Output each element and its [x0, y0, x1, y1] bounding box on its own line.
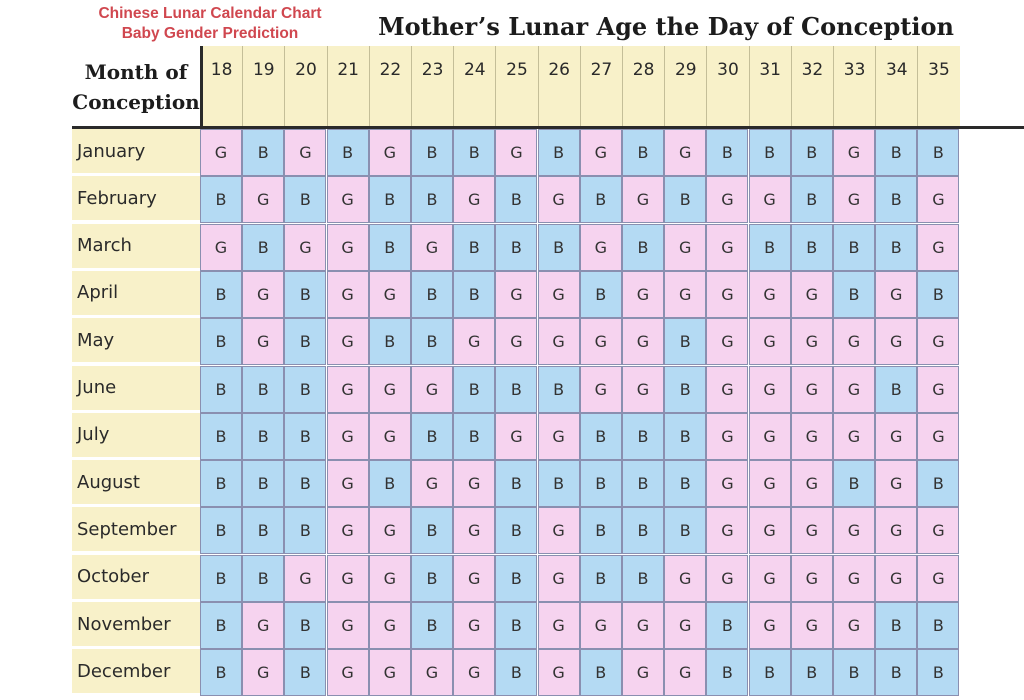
boy-cell-august-28: B [622, 460, 664, 507]
girl-cell-june-33: G [833, 366, 875, 413]
girl-cell-may-31: G [749, 318, 791, 365]
month-label-september: September [72, 507, 204, 553]
girl-cell-september-33: G [833, 507, 875, 554]
boy-cell-january-24: B [453, 129, 495, 176]
boy-cell-july-20: B [284, 413, 326, 460]
chart-title: Mother’s Lunar Age the Day of Conception [378, 12, 954, 41]
girl-cell-june-27: G [580, 366, 622, 413]
boy-cell-november-23: B [411, 602, 453, 649]
boy-cell-september-28: B [622, 507, 664, 554]
age-header-20: 20 [284, 46, 326, 128]
girl-cell-november-28: G [622, 602, 664, 649]
girl-cell-july-30: G [706, 413, 748, 460]
age-header-22: 22 [369, 46, 411, 128]
boy-cell-march-25: B [495, 224, 537, 271]
boy-cell-february-29: B [664, 176, 706, 223]
age-header-34: 34 [875, 46, 917, 128]
boy-cell-october-18: B [200, 555, 242, 602]
girl-cell-march-23: G [411, 224, 453, 271]
girl-cell-november-22: G [369, 602, 411, 649]
girl-cell-october-26: G [538, 555, 580, 602]
girl-cell-may-24: G [453, 318, 495, 365]
girl-cell-august-34: G [875, 460, 917, 507]
boy-cell-january-26: B [538, 129, 580, 176]
boy-cell-december-20: B [284, 649, 326, 696]
boy-cell-july-27: B [580, 413, 622, 460]
girl-cell-september-21: G [327, 507, 369, 554]
girl-cell-january-33: G [833, 129, 875, 176]
boy-cell-april-35: B [917, 271, 959, 318]
girl-cell-february-35: G [917, 176, 959, 223]
boy-cell-november-30: B [706, 602, 748, 649]
boy-cell-september-20: B [284, 507, 326, 554]
boy-cell-march-28: B [622, 224, 664, 271]
boy-cell-december-33: B [833, 649, 875, 696]
girl-cell-october-33: G [833, 555, 875, 602]
girl-cell-october-30: G [706, 555, 748, 602]
girl-cell-june-35: G [917, 366, 959, 413]
boy-cell-may-18: B [200, 318, 242, 365]
boy-cell-march-24: B [453, 224, 495, 271]
boy-cell-july-24: B [453, 413, 495, 460]
boy-cell-august-20: B [284, 460, 326, 507]
girl-cell-march-27: G [580, 224, 622, 271]
boy-cell-august-18: B [200, 460, 242, 507]
girl-cell-september-30: G [706, 507, 748, 554]
boy-cell-may-22: B [369, 318, 411, 365]
girl-cell-january-29: G [664, 129, 706, 176]
girl-cell-november-19: G [242, 602, 284, 649]
girl-cell-june-22: G [369, 366, 411, 413]
boy-cell-june-34: B [875, 366, 917, 413]
boy-cell-january-31: B [749, 129, 791, 176]
boy-cell-april-18: B [200, 271, 242, 318]
girl-cell-may-30: G [706, 318, 748, 365]
girl-cell-september-26: G [538, 507, 580, 554]
girl-cell-may-25: G [495, 318, 537, 365]
girl-cell-february-33: G [833, 176, 875, 223]
age-header-32: 32 [791, 46, 833, 128]
girl-cell-october-34: G [875, 555, 917, 602]
girl-cell-january-27: G [580, 129, 622, 176]
girl-cell-july-34: G [875, 413, 917, 460]
girl-cell-september-31: G [749, 507, 791, 554]
month-label-july: July [72, 413, 204, 459]
girl-cell-july-32: G [791, 413, 833, 460]
boy-cell-june-20: B [284, 366, 326, 413]
boy-cell-october-25: B [495, 555, 537, 602]
month-label-april: April [72, 271, 204, 317]
girl-cell-july-22: G [369, 413, 411, 460]
boy-cell-april-33: B [833, 271, 875, 318]
age-header-28: 28 [622, 46, 664, 128]
girl-cell-july-35: G [917, 413, 959, 460]
boy-cell-march-22: B [369, 224, 411, 271]
boy-cell-december-25: B [495, 649, 537, 696]
boy-cell-february-27: B [580, 176, 622, 223]
boy-cell-february-25: B [495, 176, 537, 223]
boy-cell-october-28: B [622, 555, 664, 602]
girl-cell-november-32: G [791, 602, 833, 649]
boy-cell-january-32: B [791, 129, 833, 176]
girl-cell-october-31: G [749, 555, 791, 602]
girl-cell-march-18: G [200, 224, 242, 271]
month-label-november: November [72, 602, 204, 648]
girl-cell-march-21: G [327, 224, 369, 271]
month-label-december: December [72, 649, 204, 695]
month-label-february: February [72, 176, 204, 222]
girl-cell-june-31: G [749, 366, 791, 413]
boy-cell-january-35: B [917, 129, 959, 176]
boy-cell-september-27: B [580, 507, 622, 554]
boy-cell-march-32: B [791, 224, 833, 271]
girl-cell-april-32: G [791, 271, 833, 318]
boy-cell-september-19: B [242, 507, 284, 554]
girl-cell-may-32: G [791, 318, 833, 365]
girl-cell-april-26: G [538, 271, 580, 318]
girl-cell-may-28: G [622, 318, 664, 365]
girl-cell-april-22: G [369, 271, 411, 318]
boy-cell-april-20: B [284, 271, 326, 318]
boy-cell-november-20: B [284, 602, 326, 649]
girl-cell-april-25: G [495, 271, 537, 318]
boy-cell-november-35: B [917, 602, 959, 649]
girl-cell-august-24: G [453, 460, 495, 507]
girl-cell-september-35: G [917, 507, 959, 554]
boy-cell-august-27: B [580, 460, 622, 507]
girl-cell-august-21: G [327, 460, 369, 507]
girl-cell-october-35: G [917, 555, 959, 602]
girl-cell-november-33: G [833, 602, 875, 649]
girl-cell-april-29: G [664, 271, 706, 318]
girl-cell-november-27: G [580, 602, 622, 649]
girl-cell-july-31: G [749, 413, 791, 460]
boy-cell-april-23: B [411, 271, 453, 318]
boy-cell-december-32: B [791, 649, 833, 696]
girl-cell-may-19: G [242, 318, 284, 365]
boy-cell-october-19: B [242, 555, 284, 602]
girl-cell-october-21: G [327, 555, 369, 602]
boy-cell-june-18: B [200, 366, 242, 413]
boy-cell-may-20: B [284, 318, 326, 365]
boy-cell-april-24: B [453, 271, 495, 318]
age-header-35: 35 [917, 46, 959, 128]
girl-cell-november-21: G [327, 602, 369, 649]
boy-cell-september-29: B [664, 507, 706, 554]
girl-cell-july-21: G [327, 413, 369, 460]
boy-cell-december-18: B [200, 649, 242, 696]
boy-cell-august-22: B [369, 460, 411, 507]
boy-cell-june-26: B [538, 366, 580, 413]
header-left-rule [200, 46, 203, 128]
girl-cell-april-19: G [242, 271, 284, 318]
girl-cell-january-22: G [369, 129, 411, 176]
boy-cell-december-31: B [749, 649, 791, 696]
girl-cell-october-22: G [369, 555, 411, 602]
girl-cell-may-35: G [917, 318, 959, 365]
girl-cell-july-26: G [538, 413, 580, 460]
girl-cell-february-28: G [622, 176, 664, 223]
girl-cell-february-21: G [327, 176, 369, 223]
girl-cell-may-27: G [580, 318, 622, 365]
age-header-33: 33 [833, 46, 875, 128]
girl-cell-november-24: G [453, 602, 495, 649]
row-axis-label-line-1: Month of [84, 60, 188, 84]
girl-cell-december-29: G [664, 649, 706, 696]
age-header-18: 18 [200, 46, 242, 128]
girl-cell-august-32: G [791, 460, 833, 507]
girl-cell-may-21: G [327, 318, 369, 365]
girl-cell-june-23: G [411, 366, 453, 413]
boy-cell-february-34: B [875, 176, 917, 223]
girl-cell-september-22: G [369, 507, 411, 554]
boy-cell-august-35: B [917, 460, 959, 507]
age-header-29: 29 [664, 46, 706, 128]
girl-cell-march-30: G [706, 224, 748, 271]
girl-cell-december-24: G [453, 649, 495, 696]
boy-cell-july-18: B [200, 413, 242, 460]
month-label-october: October [72, 555, 204, 601]
girl-cell-august-23: G [411, 460, 453, 507]
girl-cell-july-25: G [495, 413, 537, 460]
girl-cell-june-21: G [327, 366, 369, 413]
boy-cell-march-19: B [242, 224, 284, 271]
boy-cell-february-20: B [284, 176, 326, 223]
age-header-26: 26 [538, 46, 580, 128]
girl-cell-april-31: G [749, 271, 791, 318]
boy-cell-july-19: B [242, 413, 284, 460]
boy-cell-april-27: B [580, 271, 622, 318]
month-label-may: May [72, 318, 204, 364]
boy-cell-january-21: B [327, 129, 369, 176]
month-label-march: March [72, 224, 204, 270]
girl-cell-august-30: G [706, 460, 748, 507]
girl-cell-december-21: G [327, 649, 369, 696]
month-label-june: June [72, 366, 204, 412]
girl-cell-july-33: G [833, 413, 875, 460]
girl-cell-february-24: G [453, 176, 495, 223]
girl-cell-april-30: G [706, 271, 748, 318]
boy-cell-december-34: B [875, 649, 917, 696]
girl-cell-september-24: G [453, 507, 495, 554]
girl-cell-may-26: G [538, 318, 580, 365]
girl-cell-october-32: G [791, 555, 833, 602]
girl-cell-june-30: G [706, 366, 748, 413]
age-header-30: 30 [706, 46, 748, 128]
girl-cell-april-28: G [622, 271, 664, 318]
boy-cell-october-27: B [580, 555, 622, 602]
month-label-august: August [72, 460, 204, 506]
girl-cell-april-34: G [875, 271, 917, 318]
girl-cell-march-20: G [284, 224, 326, 271]
subtitle-line-2: Baby Gender Prediction [121, 25, 299, 42]
boy-cell-march-33: B [833, 224, 875, 271]
girl-cell-april-21: G [327, 271, 369, 318]
girl-cell-january-25: G [495, 129, 537, 176]
girl-cell-february-19: G [242, 176, 284, 223]
girl-cell-october-24: G [453, 555, 495, 602]
boy-cell-june-19: B [242, 366, 284, 413]
boy-cell-may-29: B [664, 318, 706, 365]
boy-cell-september-23: B [411, 507, 453, 554]
age-header-31: 31 [749, 46, 791, 128]
boy-cell-december-35: B [917, 649, 959, 696]
age-header-24: 24 [453, 46, 495, 128]
boy-cell-november-34: B [875, 602, 917, 649]
girl-cell-december-23: G [411, 649, 453, 696]
subtitle-line-1: Chinese Lunar Calendar Chart [98, 5, 322, 22]
month-label-january: January [72, 129, 204, 175]
girl-cell-september-32: G [791, 507, 833, 554]
girl-cell-may-33: G [833, 318, 875, 365]
girl-cell-june-32: G [791, 366, 833, 413]
boy-cell-july-23: B [411, 413, 453, 460]
boy-cell-august-29: B [664, 460, 706, 507]
boy-cell-march-31: B [749, 224, 791, 271]
boy-cell-february-18: B [200, 176, 242, 223]
boy-cell-december-27: B [580, 649, 622, 696]
boy-cell-july-29: B [664, 413, 706, 460]
boy-cell-december-30: B [706, 649, 748, 696]
age-header-19: 19 [242, 46, 284, 128]
chart-subtitle [72, 4, 348, 44]
age-header-21: 21 [327, 46, 369, 128]
row-axis-label [72, 46, 200, 128]
girl-cell-june-28: G [622, 366, 664, 413]
boy-cell-november-18: B [200, 602, 242, 649]
boy-cell-august-33: B [833, 460, 875, 507]
age-header-27: 27 [580, 46, 622, 128]
girl-cell-may-34: G [875, 318, 917, 365]
gender-grid [200, 46, 1024, 700]
girl-cell-august-31: G [749, 460, 791, 507]
girl-cell-january-18: G [200, 129, 242, 176]
boy-cell-september-18: B [200, 507, 242, 554]
girl-cell-february-31: G [749, 176, 791, 223]
girl-cell-october-29: G [664, 555, 706, 602]
boy-cell-february-32: B [791, 176, 833, 223]
girl-cell-march-35: G [917, 224, 959, 271]
boy-cell-january-34: B [875, 129, 917, 176]
boy-cell-october-23: B [411, 555, 453, 602]
girl-cell-september-34: G [875, 507, 917, 554]
girl-cell-november-31: G [749, 602, 791, 649]
boy-cell-february-23: B [411, 176, 453, 223]
boy-cell-june-25: B [495, 366, 537, 413]
girl-cell-november-29: G [664, 602, 706, 649]
boy-cell-february-22: B [369, 176, 411, 223]
girl-cell-november-26: G [538, 602, 580, 649]
boy-cell-march-34: B [875, 224, 917, 271]
boy-cell-july-28: B [622, 413, 664, 460]
girl-cell-october-20: G [284, 555, 326, 602]
age-header-23: 23 [411, 46, 453, 128]
girl-cell-january-20: G [284, 129, 326, 176]
boy-cell-january-23: B [411, 129, 453, 176]
boy-cell-september-25: B [495, 507, 537, 554]
girl-cell-december-28: G [622, 649, 664, 696]
girl-cell-february-26: G [538, 176, 580, 223]
boy-cell-june-29: B [664, 366, 706, 413]
girl-cell-march-29: G [664, 224, 706, 271]
boy-cell-january-28: B [622, 129, 664, 176]
boy-cell-august-25: B [495, 460, 537, 507]
girl-cell-december-19: G [242, 649, 284, 696]
girl-cell-february-30: G [706, 176, 748, 223]
boy-cell-august-19: B [242, 460, 284, 507]
age-header-25: 25 [495, 46, 537, 128]
boy-cell-june-24: B [453, 366, 495, 413]
boy-cell-may-23: B [411, 318, 453, 365]
girl-cell-december-22: G [369, 649, 411, 696]
boy-cell-november-25: B [495, 602, 537, 649]
girl-cell-december-26: G [538, 649, 580, 696]
boy-cell-january-30: B [706, 129, 748, 176]
row-axis-label-line-2: Conception [72, 90, 200, 114]
boy-cell-march-26: B [538, 224, 580, 271]
boy-cell-january-19: B [242, 129, 284, 176]
boy-cell-august-26: B [538, 460, 580, 507]
